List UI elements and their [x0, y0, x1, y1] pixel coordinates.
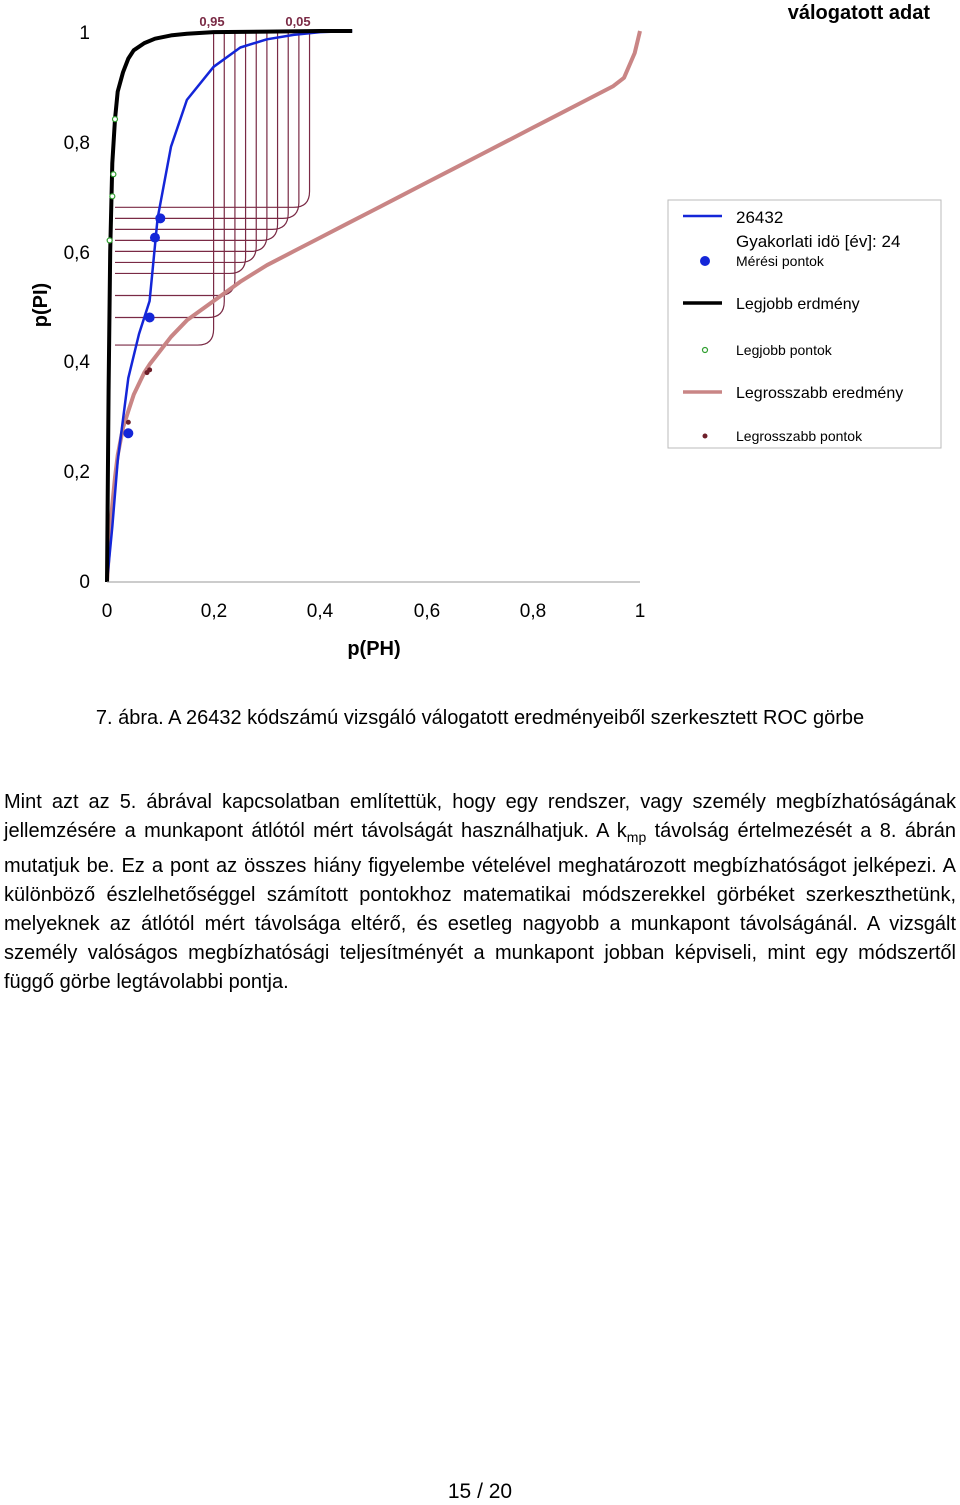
best-point — [111, 172, 116, 177]
x-tick-label: 0 — [101, 601, 113, 622]
legend-swatch-best-points — [703, 348, 708, 353]
family-curve — [115, 31, 288, 229]
worst-point — [126, 420, 131, 425]
family-curve — [115, 31, 246, 273]
best-point — [110, 194, 115, 199]
y-axis-label: p(PI) — [30, 282, 52, 328]
best-curve — [107, 31, 352, 582]
chart-title: válogatott adat — [787, 2, 930, 24]
family-curves — [115, 31, 310, 345]
family-curve — [115, 31, 310, 207]
legend-worst-points: Legrosszabb pontok — [736, 428, 863, 444]
body-text-part1: Mint azt az 5. ábrával kapcsolatban említettük, hogy egy rendszer, vagy személy megbízhatóságának jellemzésére a munkapont átlótól mért távolságát használhatjuk. A k — [4, 791, 956, 842]
x-tick-label: 0,6 — [413, 601, 441, 622]
top-label: 0,95 — [199, 14, 225, 29]
y-tick-label: 0 — [79, 572, 90, 593]
legend-best-points: Legjobb pontok — [736, 342, 832, 358]
y-tick-label: 0,6 — [63, 243, 90, 264]
worst-curve — [107, 31, 640, 582]
x-axis-label: p(PH) — [347, 638, 401, 660]
legend-measured: Mérési pontok — [736, 253, 824, 269]
legend-practice: Gyakorlati idö [év]: 24 — [736, 232, 901, 251]
worst-point — [147, 367, 152, 372]
y-tick-label: 0,2 — [63, 462, 90, 483]
y-tick-label: 0,8 — [63, 133, 90, 154]
y-tick-label: 1 — [79, 23, 90, 44]
legend-code: 26432 — [736, 208, 784, 227]
measured-point — [155, 213, 165, 223]
series-curves — [107, 31, 640, 582]
family-curve — [115, 31, 235, 295]
body-text-part2: távolság értelmezését a 8. ábrán mutatjuk be. Ez a pont az összes hiány figyelembe vételével meghatározott megbízhatóságot jelképezi. A különböző észlelhetőséggel számított pontokhoz matematikai módszerekkel görbéket szerkeszthetünk, melyeknek az átlótól mért távolsága eltérő, és esetleg nagyobb a munkapont távolságánál. A vizsgált személy valóságos megbízhatósági teljesítményét a munkapont jobban képviseli, mint egy módszertől függő görbe legtávolabbi pontja. — [4, 820, 956, 993]
roc-chart — [0, 0, 960, 680]
x-tick-label: 0,4 — [306, 601, 334, 622]
page-number: 15 / 20 — [447, 1480, 513, 1503]
family-curve — [115, 31, 278, 240]
legend-worst-curve: Legrosszabb eredmény — [736, 385, 904, 402]
body-paragraph — [4, 788, 956, 997]
body-subscript: mp — [626, 829, 647, 845]
measured-point — [123, 428, 133, 438]
x-tick-label: 0,2 — [200, 601, 228, 622]
top-label: 0,05 — [285, 14, 311, 29]
legend — [668, 200, 941, 448]
best-point — [107, 238, 112, 243]
y-tick-label: 0,4 — [63, 352, 90, 373]
legend-swatch-measured-points — [700, 256, 710, 266]
measured-point — [150, 233, 160, 243]
legend-best-curve: Legjobb erdmény — [736, 296, 860, 313]
x-tick-label: 1 — [634, 601, 646, 622]
best-point — [112, 117, 117, 122]
figure-caption: 7. ábra. A 26432 kódszámú vizsgáló válogatott eredményeiből szerkesztett ROC görbe — [95, 707, 865, 729]
x-tick-label: 0,8 — [519, 601, 547, 622]
measured-curve — [107, 31, 352, 582]
legend-swatch-worst-points — [703, 434, 708, 439]
y-tick-labels — [64, 23, 91, 593]
measured-point — [145, 313, 155, 323]
family-curve — [115, 31, 299, 218]
x-tick-labels — [102, 601, 646, 622]
